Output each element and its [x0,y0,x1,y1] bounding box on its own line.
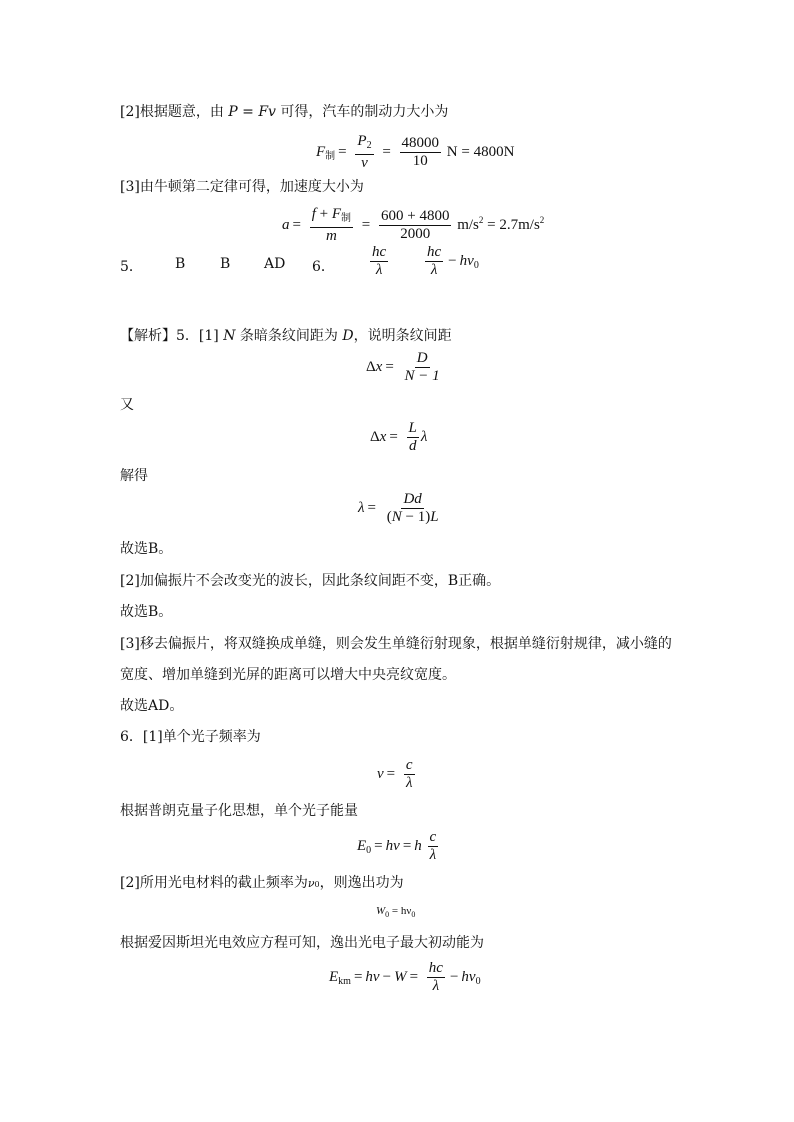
formula-acceleration: a = $\frac{f + F_制}{m}$ = $\frac{600 + 4800}{2000}$ $m/s^2 = 2.7m/s^2$ [282,206,545,244]
answer-q6-1: $\frac{hc}{\lambda}$ [372,244,387,278]
answer-q5-2: B [220,256,231,272]
formula-dx-2: Δx = $\frac{L}{d}$ λ [370,420,428,454]
f2-denominator: 2000 [400,226,431,242]
f2-unit: m/s [457,216,479,233]
text-line-7: [2]加偏振片不会改变光的波长，因此条纹间距不变，B正确。 [120,573,501,589]
formula-lambda: λ = $\frac{Dd}{(N - 1)L}$ [358,491,439,525]
text-line-15: 根据爱因斯坦光电效应方程可知，逸出光电子最大初动能为 [120,935,484,951]
text-line-10: 宽度、增加单缝到光屏的距离可以增大中央亮纹宽度。 [120,667,456,683]
text-line-3: 【解析】5．[1] N 条暗条纹间距为 D，说明条纹间距 [120,328,452,344]
text-line-2: [3]由牛顿第二定律可得，加速度大小为 [120,179,364,195]
formula-inline-pfv: P = Fv [223,104,281,120]
f2-result: = 2.7m/s [487,216,540,233]
formula-brake-force: $F_制$ = $\frac{P_2}{v}$ = $\frac{48000}{10}$ N = 4800N [316,133,515,171]
text-l1: [2]根据题意，由 [120,104,224,120]
formula-dx-1: Δx = $\frac{D}{N - 1}$ [366,350,440,384]
text-line-12: 6．[1]单个光子频率为 [120,729,261,745]
answer-q6-label: 6． [312,259,335,275]
f1-numerator: 48000 [401,135,440,151]
answer-q5-label: 5． [120,259,143,275]
text-line-1 [120,103,448,121]
text-line-8: 故选B。 [120,604,173,620]
formula-Ekm: $E_{km} = h\nu - W$ = $\frac{hc}{\lambda}$ − $h\nu_0$ [329,960,481,994]
text-line-14: [2]所用光电材料的截止频率为ν0，则逸出功为 [120,875,404,891]
f1-result: N = 4800N [446,143,515,160]
formula-W0: $W_0 = h\nu_0$ [376,905,416,919]
text-line-5: 解得 [120,468,148,484]
answer-q5-1: B [175,256,186,272]
f1-denominator: 10 [412,153,428,169]
formula-E0: $E_0 = h\nu = h$ $\frac{c}{\lambda}$ [357,829,437,863]
text-line-13: 根据普朗克量子化思想，单个光子能量 [120,803,358,819]
f2-numerator: 600 + 4800 [381,208,450,224]
text-line-4: 又 [120,397,134,413]
text-l1b: 可得，汽车的制动力大小为 [280,104,449,120]
answer-q6-2: $\frac{hc}{\lambda}$ − $h\nu_0$ [427,244,479,278]
answer-q5-3: AD [264,256,286,272]
text-line-11: 故选AD。 [120,698,184,714]
formula-nu: ν = $\frac{c}{\lambda}$ [377,757,413,791]
text-line-9: [3]移去偏振片，将双缝换成单缝，则会发生单缝衍射现象，根据单缝衍射规律，减小缝的 [120,636,672,652]
text-line-6: 故选B。 [120,541,173,557]
